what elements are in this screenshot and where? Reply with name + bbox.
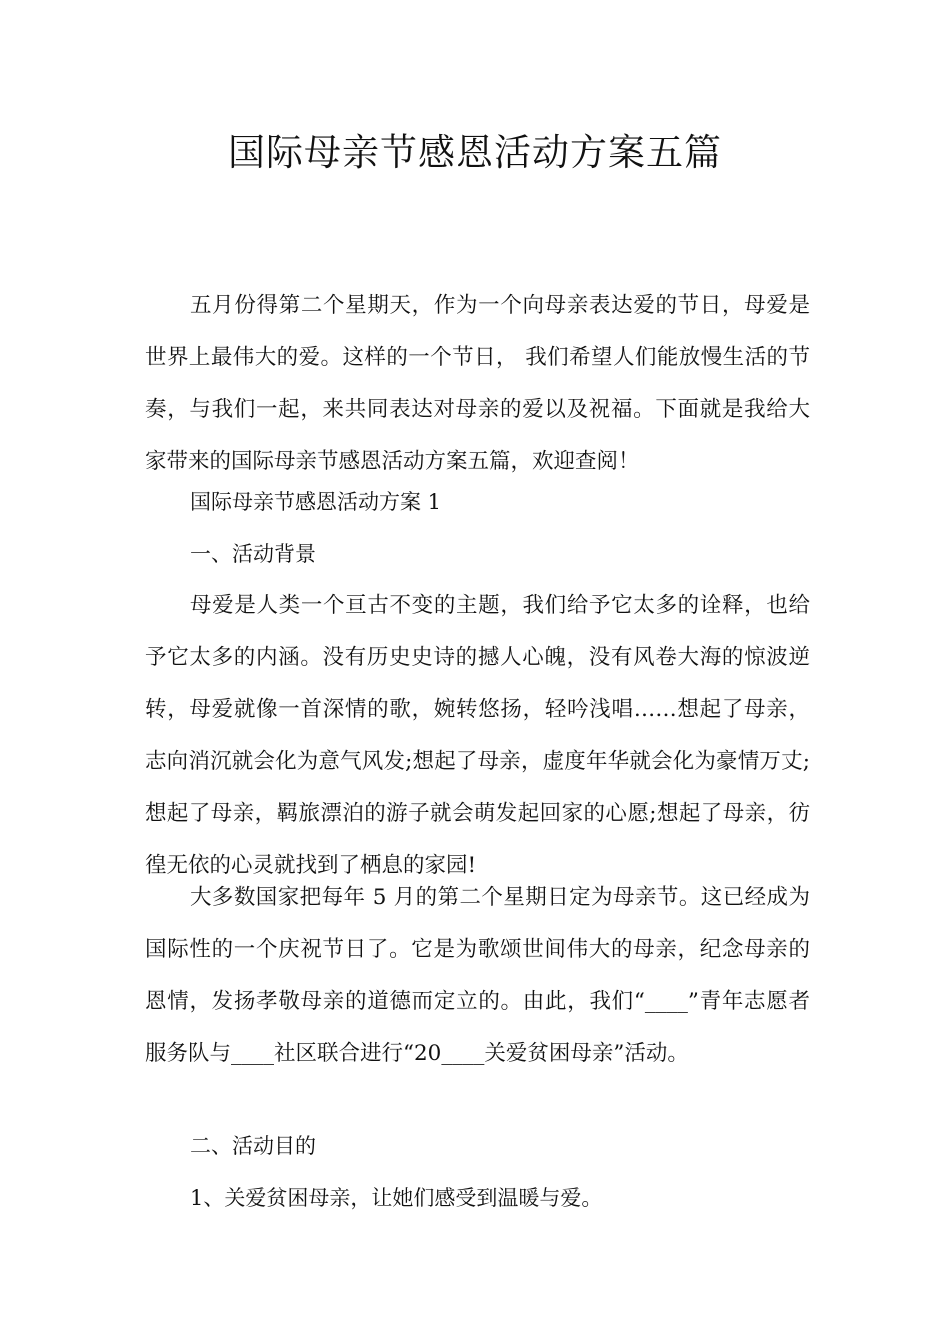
intro-paragraph: 五月份得第二个星期天，作为一个向母亲表达爱的节日，母爱是世界上最伟大的爱。这样的一个节日， 我们希望人们能放慢生活的节奏，与我们一起，来共同表达对母亲的爱以及祝福。下面就是我给大家带来的国际母亲节感恩活动方案五篇，欢迎查阅！: [145, 293, 810, 474]
document-title: 国际母亲节感恩活动方案五篇: [228, 131, 722, 174]
background-paragraph-2: 大多数国家把每年 5 月的第二个星期日定为母亲节。这已经成为国际性的一个庆祝节日了。它是为歌颂世间伟大的母亲，纪念母亲的恩情，发扬孝敬母亲的道德而定立的。由此，我们“____”青年志愿者服务队与____社区联合进行“20____关爱贫困母亲”活动。: [145, 885, 810, 1066]
purpose-item-1: 1、关爱贫困母亲，让她们感受到温暖与爱。: [190, 1186, 603, 1210]
section-title: 国际母亲节感恩活动方案 1: [190, 490, 442, 514]
background-paragraph-1: 母爱是人类一个亘古不变的主题，我们给予它太多的诠释，也给予它太多的内涵。没有历史史诗的撼人心魄，没有风卷大海的惊波逆转，母爱就像一首深情的歌，婉转悠扬，轻吟浅唱……想起了母亲，志向消沉就会化为意气风发;想起了母亲，虚度年华就会化为豪情万丈;想起了母亲，羁旅漂泊的游子就会萌发起回家的心愿;想起了母亲，彷徨无依的心灵就找到了栖息的家园!: [145, 593, 810, 878]
heading-activity-purpose: 二、活动目的: [190, 1134, 316, 1158]
heading-activity-background: 一、活动背景: [190, 542, 316, 566]
